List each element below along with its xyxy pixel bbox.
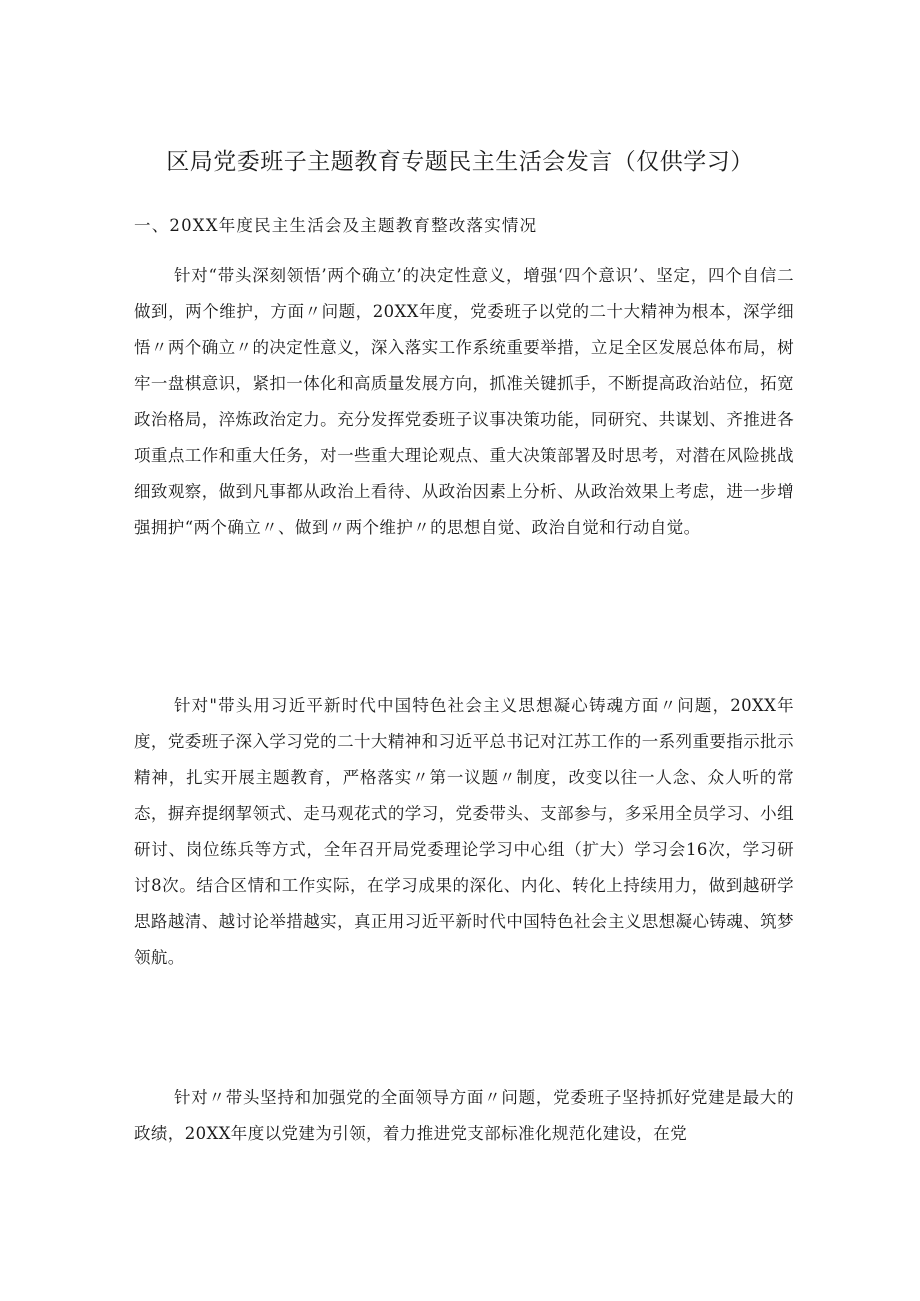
section-heading: 一、20XX年度民主生活会及主题教育整改落实情况	[134, 216, 538, 235]
paragraph-2: 针对"带头用习近平新时代中国特色社会主义思想凝心铸魂方面〃问题，20XX年度，党委班子深入学习党的二十大精神和习近平总书记对江苏工作的一系列重要指示批示精神，扎实开展主题教育，严格落实〃第一议题〃制度，改变以往一人念、众人听的常态，摒弃提纲挈领式、走马观花式的学习，党委带头、支部参与，多采用全员学习、小组研讨、岗位练兵等方式，全年召开局党委理论学习中心组（扩大）学习会16次，学习研讨8次。结合区情和工作实际，在学习成果的深化、内化、转化上持续用力，做到越研学思路越清、越讨论举措越实，真正用习近平新时代中国特色社会主义思想凝心铸魂、筑梦领航。	[134, 696, 794, 967]
paragraph-3: 针对〃带头坚持和加强党的全面领导方面〃问题，党委班子坚持抓好党建是最大的政绩，20XX年度以党建为引领，着力推进党支部标准化规范化建设，在党	[134, 1088, 794, 1143]
document-title: 区局党委班子主题教育专题民主生活会发言（仅供学习）	[166, 149, 754, 175]
paragraph-1: 针对“带头深刻领悟’两个确立’的决定性意义，增强‘四个意识’、坚定，四个自信二做到，两个维护，方面〃问题，20XX年度，党委班子以党的二十大精神为根本，深学细悟〃两个确立〃的决定性意义，深入落实工作系统重要举措，立足全区发展总体布局，树牢一盘棋意识，紧扣一体化和高质量发展方向，抓准关键抓手，不断提高政治站位，拓宽政治格局，淬炼政治定力。充分发挥党委班子议事决策功能，同研究、共谋划、齐推进各项重点工作和重大任务，对一些重大理论观点、重大决策部署及时思考，对潜在风险挑战细致观察，做到凡事都从政治上看待、从政治因素上分析、从政治效果上考虑，进一步增强拥护“两个确立〃、做到〃两个维护〃的思想自觉、政治自觉和行动自觉。	[134, 266, 794, 537]
